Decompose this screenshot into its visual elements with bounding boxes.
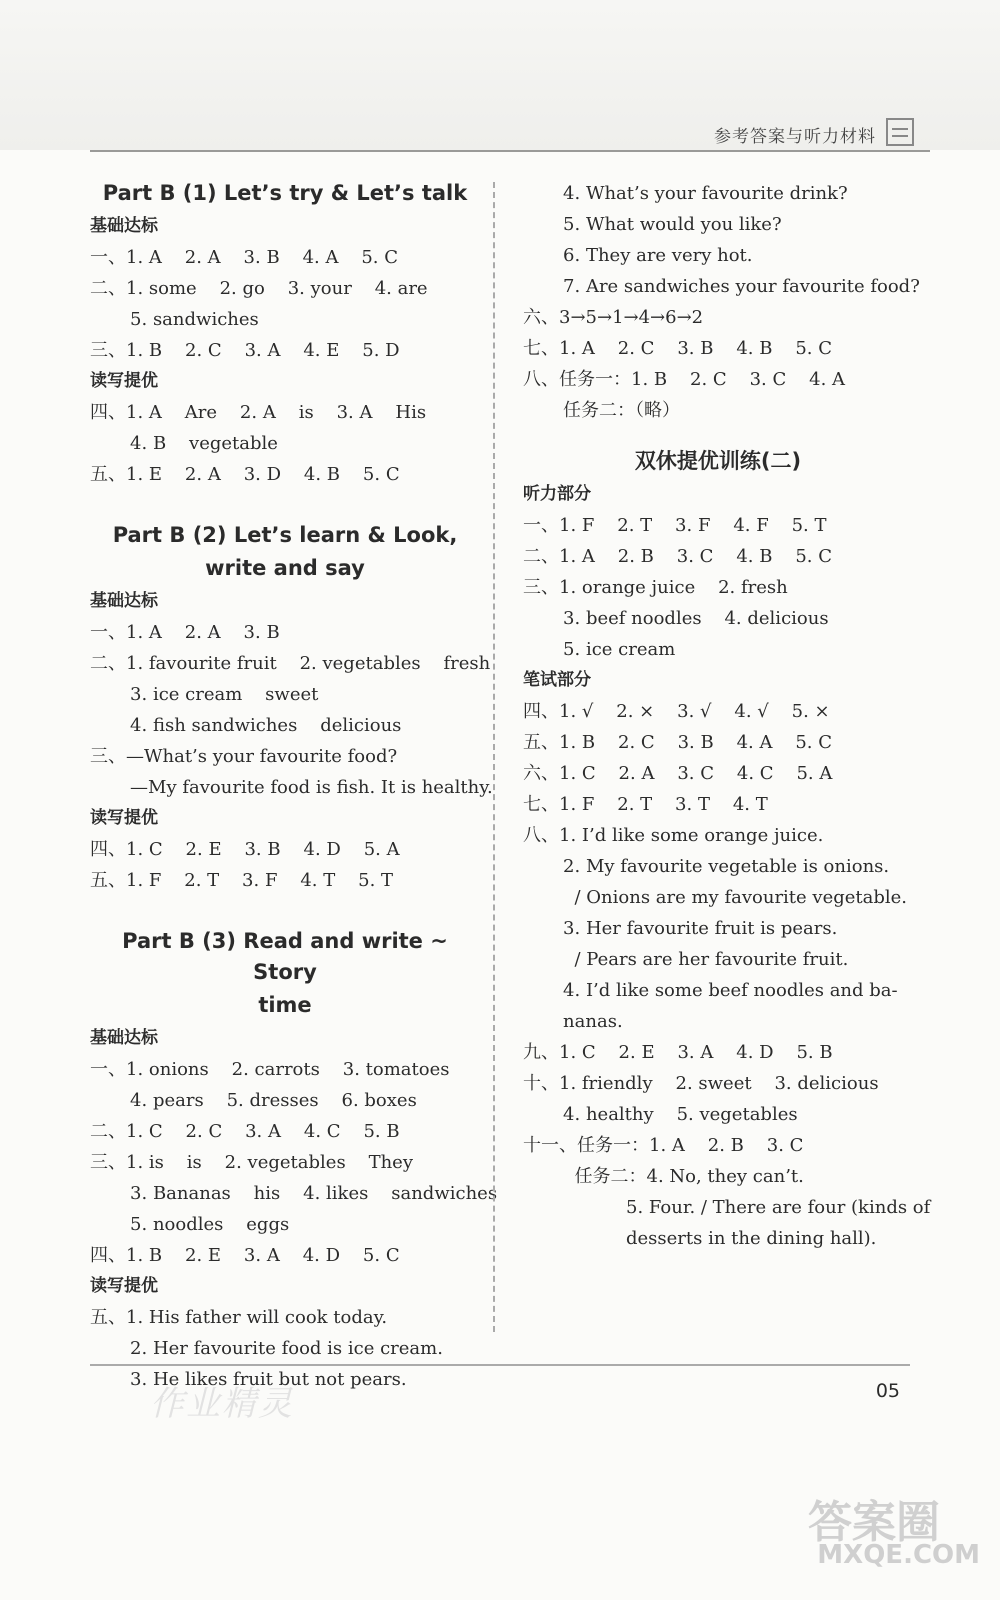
corner-logo-url: MXQE.COM — [817, 1540, 980, 1570]
answer-line: 六、3→5→1→4→6→2 — [523, 307, 704, 328]
answer-line: 三、1. is is 2. vegetables They — [90, 1152, 413, 1173]
answer-line: 任务二：（略） — [523, 400, 681, 421]
right-column — [523, 178, 931, 1254]
answer-line: 任务二：4. No, they can’t. — [523, 1166, 804, 1187]
answer-line: 6. They are very hot. — [523, 245, 753, 266]
answer-line: —My favourite food is fish. It is healthy. — [90, 777, 493, 798]
answer-line: 九、1. C 2. E 3. A 4. D 5. B — [523, 1042, 833, 1063]
answer-line: 四、1. A Are 2. A is 3. A His — [90, 402, 427, 423]
answer-line: 四、1. B 2. E 3. A 4. D 5. C — [90, 1245, 400, 1266]
answer-line: 4. What’s your favourite drink? — [523, 183, 848, 204]
answer-line: 5. sandwiches — [90, 309, 259, 330]
answer-line: 二、1. A 2. B 3. C 4. B 5. C — [523, 546, 833, 567]
subsection-heading: 听力部分 — [523, 484, 591, 504]
section-title: write and say — [205, 556, 365, 580]
answer-line: 二、1. some 2. go 3. your 4. are — [90, 278, 428, 299]
watermark-logo: 作业精灵 — [150, 1384, 294, 1424]
header-rule — [90, 150, 930, 152]
column-divider — [493, 182, 495, 1332]
section-title: Part B (2) Let’s learn & Look, — [112, 523, 458, 547]
answer-line: 四、1. C 2. E 3. B 4. D 5. A — [90, 839, 400, 860]
answer-line: 7. Are sandwiches your favourite food? — [523, 276, 920, 297]
answer-line: desserts in the dining hall). — [523, 1228, 877, 1249]
subsection-heading: 笔试部分 — [523, 670, 591, 690]
answer-line: 一、1. F 2. T 3. F 4. F 5. T — [523, 515, 827, 536]
answer-line: 4. healthy 5. vegetables — [523, 1104, 798, 1125]
spacer — [90, 896, 480, 924]
answer-line: 七、1. A 2. C 3. B 4. B 5. C — [523, 338, 833, 359]
answer-line: 5. ice cream — [523, 639, 676, 660]
answer-line: 六、1. C 2. A 3. C 4. C 5. A — [523, 763, 833, 784]
answer-line: / Pears are her favourite fruit. — [523, 949, 849, 970]
answer-line: 二、1. C 2. C 3. A 4. C 5. B — [90, 1121, 400, 1142]
subsection-heading: 基础达标 — [90, 216, 158, 236]
answer-line: 八、任务一：1. B 2. C 3. C 4. A — [523, 369, 846, 390]
answer-line: 3. He likes fruit but not pears. — [90, 1369, 407, 1390]
answer-line: 3. Bananas his 4. likes sandwiches — [90, 1183, 498, 1204]
answer-line: 五、1. B 2. C 3. B 4. A 5. C — [523, 732, 833, 753]
footer-rule — [90, 1364, 910, 1366]
answer-line: 2. Her favourite food is ice cream. — [90, 1338, 443, 1359]
answer-line: 2. My favourite vegetable is onions. — [523, 856, 890, 877]
answer-line: 四、1. √ 2. × 3. √ 4. √ 5. × — [523, 701, 830, 722]
answer-line: 十、1. friendly 2. sweet 3. delicious — [523, 1073, 879, 1094]
subsection-heading: 基础达标 — [90, 1028, 158, 1048]
page-header — [90, 118, 930, 152]
subsection-heading: 读写提优 — [90, 1276, 158, 1296]
answer-line: 5. Four. / There are four (kinds of — [523, 1197, 931, 1218]
subsection-heading: 基础达标 — [90, 591, 158, 611]
section-title: Part B (1) Let’s try & Let’s talk — [102, 181, 468, 205]
corner-watermark-logo — [795, 1486, 980, 1586]
answer-line: 三、1. orange juice 2. fresh — [523, 577, 788, 598]
answer-line: nanas. — [523, 1011, 623, 1032]
page-number: 05 — [875, 1380, 900, 1402]
spacer — [523, 426, 913, 444]
answer-line: / Onions are my favourite vegetable. — [523, 887, 908, 908]
answer-line: 五、1. F 2. T 3. F 4. T 5. T — [90, 870, 394, 891]
answer-line: 3. ice cream sweet — [90, 684, 319, 705]
spacer — [90, 490, 480, 518]
answer-line: 三、1. B 2. C 3. A 4. E 5. D — [90, 340, 400, 361]
answer-line: 一、1. A 2. A 3. B — [90, 622, 280, 643]
header-title: 参考答案与听力材料 — [714, 127, 876, 147]
answer-line: 七、1. F 2. T 3. T 4. T — [523, 794, 768, 815]
answer-line: 五、1. E 2. A 3. D 4. B 5. C — [90, 464, 400, 485]
answer-line: 3. Her favourite fruit is pears. — [523, 918, 838, 939]
answer-line: 4. fish sandwiches delicious — [90, 715, 402, 736]
answer-line: 4. B vegetable — [90, 433, 278, 454]
corner-logo-text: 答案圈 — [808, 1497, 940, 1548]
answer-line: 十一、任务一：1. A 2. B 3. C — [523, 1135, 804, 1156]
subsection-heading: 读写提优 — [90, 808, 158, 828]
answer-line: 八、1. I’d like some orange juice. — [523, 825, 824, 846]
answer-line: 一、1. onions 2. carrots 3. tomatoes — [90, 1059, 450, 1080]
answer-line: 五、1. His father will cook today. — [90, 1307, 388, 1328]
answer-line: 5. What would you like? — [523, 214, 782, 235]
answer-line: 4. I’d like some beef noodles and ba- — [523, 980, 898, 1001]
answer-line: 二、1. favourite fruit 2. vegetables fresh — [90, 653, 491, 674]
answer-line: 5. noodles eggs — [90, 1214, 290, 1235]
answer-line: 4. pears 5. dresses 6. boxes — [90, 1090, 417, 1111]
answer-line: 3. beef noodles 4. delicious — [523, 608, 829, 629]
section-title: time — [258, 993, 312, 1017]
answer-line: 三、—What’s your favourite food? — [90, 746, 398, 767]
section-title: 双休提优训练(二) — [634, 449, 802, 473]
document-icon — [886, 118, 914, 146]
subsection-heading: 读写提优 — [90, 371, 158, 391]
answer-line: 一、1. A 2. A 3. B 4. A 5. C — [90, 247, 399, 268]
left-column — [90, 178, 498, 1395]
section-title: Part B (3) Read and write ~ Story — [122, 929, 448, 984]
